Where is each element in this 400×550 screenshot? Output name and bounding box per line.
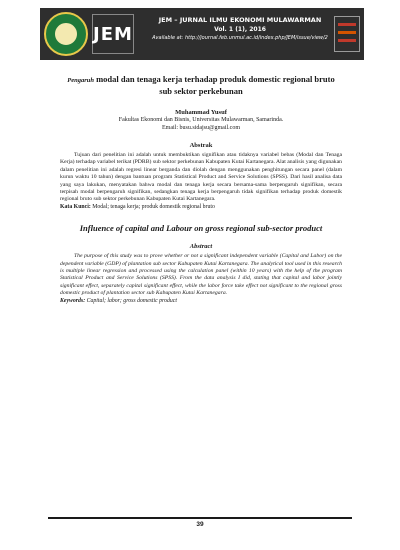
english-title: Influence of capital and Labour on gross regional sub-sector product — [79, 223, 323, 234]
kata-kunci-label: Kata Kunci: — [60, 203, 91, 210]
article-title — [60, 74, 342, 96]
jem-logo: JEM — [92, 14, 134, 54]
footer-divider — [48, 517, 352, 519]
article-content — [60, 64, 342, 305]
journal-volume: Vol. 1 (1), 2016 — [214, 26, 266, 33]
abstrak-heading: Abstrak — [189, 142, 213, 149]
abstract-heading: Abstract — [189, 243, 213, 251]
journal-url: Available at: http://journal.feb.unmul.ac.id/index.php/JEM/issue/view/2 — [152, 35, 328, 41]
page-number: 39 — [196, 521, 204, 528]
abstrak-text: Tujuan dari penelitian ini adalah untuk membuktikan signifikan atau tidaknya variabel bebas (Modal dan Tenaga Kerja) terhadap variabel terikat (PDRB) sub sektor perkebunan Kabupaten Kutai Kartanegara. Alat analisis yang digunakan dalam penelitian ini adalah regresi linear berganda dan diolah dengan menggunakan penghitungan secara panel (dalam kurun waktu 10 tahun) dengan bantuan program Statistical Product and Service Solutions (SPSS). Dari hasil analisa data yang saya lakukan, menyatakan bahwa modal dan tenaga kerja secara bersama-sama berpengaruh signifikan, secara terpisah modal berpengaruh signifikan, sedangkan tenaga kerja berpengaruh tidak signifikan terhadap produk domestik regional bruto sub sektor perkebunan Kabupaten Kutai Kartanegara. — [60, 152, 342, 203]
title-rest: modal dan tenaga kerja terhadap produk domestic regional bruto sub sektor perkebunan — [96, 74, 335, 96]
keywords-label: Keywords: — [60, 297, 86, 304]
journal-name: JEM – JURNAL ILMU EKONOMI MULAWARMAN — [158, 16, 322, 24]
university-seal-icon — [44, 12, 88, 56]
keywords-values: Capital; labor; gross domestic product — [86, 297, 177, 304]
title-lead: Pengaruh — [67, 77, 94, 84]
author-email: Email: busu.sidajsu@gmail.com — [161, 124, 241, 131]
abstract-text: The purpose of this study was to prove whether or not a significant independent variable (Capital and Labor) on the dependent variable (GDP) of plantation sub sector Kabupaten Kutai Kartanegara. The analytical tool used in this research is multiple linear regression and processed using the calculation panel (within 10 years) with the help of the program Statistical Product and Service Solutions (SPSS). From the data analysis I did, stating that capital and labor jointly significant effect, separately capital significant effect, while the labor force take effect not significant to the regional gross domestic product of plantation sector sub Kabupaten Kutai Kartanegara. — [60, 253, 342, 297]
author-name: Muhammad Yusuf — [175, 109, 227, 116]
kata-kunci — [60, 204, 342, 211]
kata-kunci-values: Modal; tenaga kerja; produk domestik regional bruto — [92, 203, 215, 210]
author-affiliation: Fakultas Ekonomi dan Bisnis, Universitas Mulawarman, Samarinda. — [118, 117, 284, 123]
keywords — [60, 298, 342, 305]
faculty-logo-icon — [334, 16, 360, 52]
header-text — [140, 16, 340, 43]
journal-header — [40, 8, 364, 60]
